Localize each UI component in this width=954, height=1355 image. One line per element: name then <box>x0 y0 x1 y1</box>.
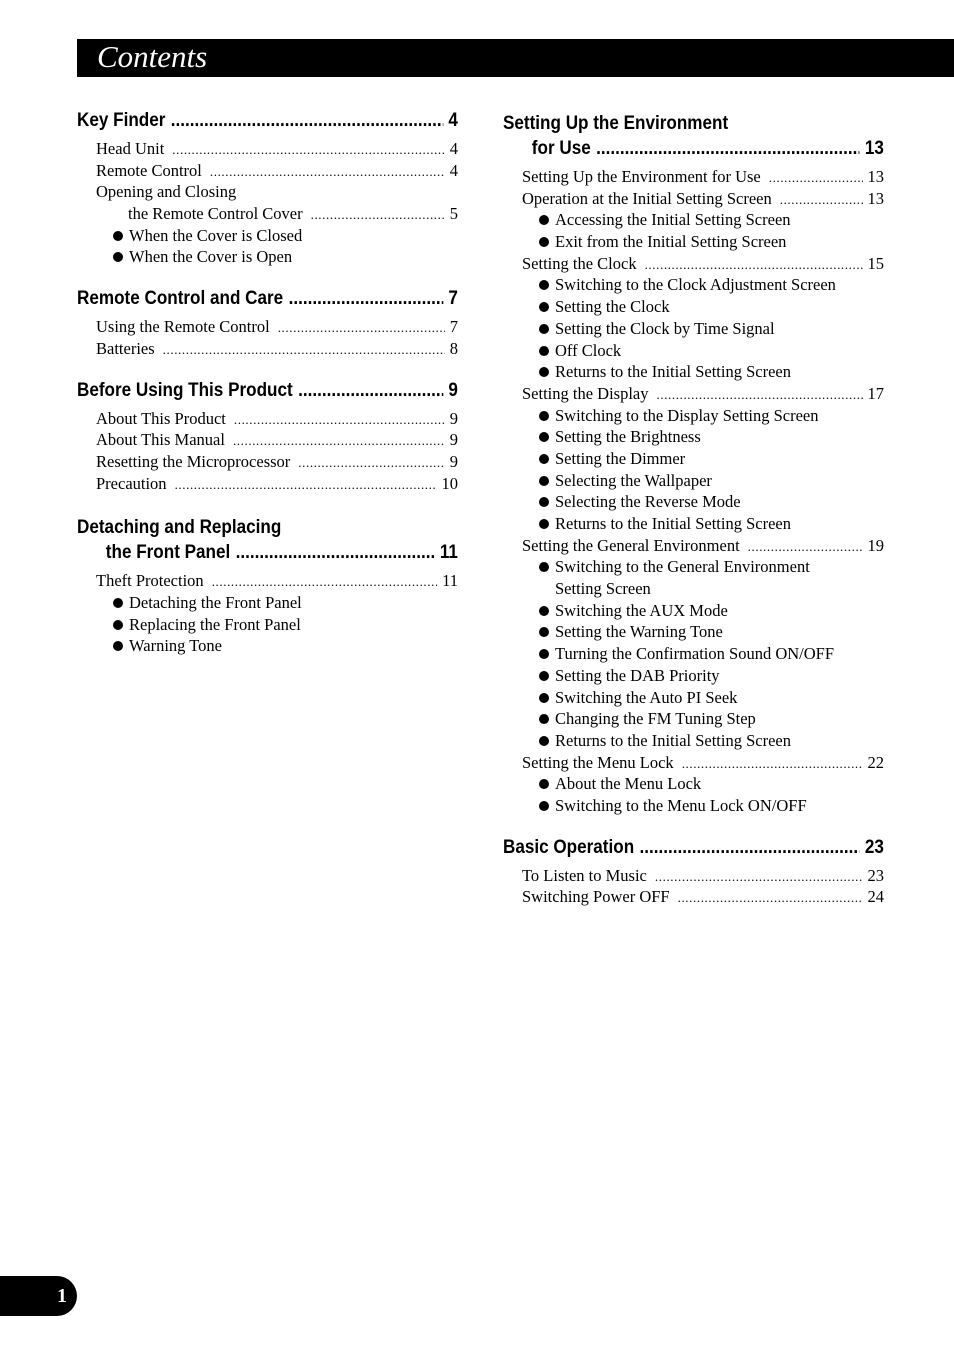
bullet-item <box>503 231 884 253</box>
toc-entry <box>503 166 884 188</box>
bullet-text: Selecting the Wallpaper <box>555 470 712 490</box>
bullet-dot-icon <box>539 693 549 703</box>
section-page: 23 <box>864 836 884 858</box>
bullet-item <box>503 730 884 752</box>
dot-leader <box>236 542 435 564</box>
bullet-item <box>503 318 884 340</box>
dot-leader <box>645 253 863 276</box>
section-heading: Key Finder <box>77 110 166 131</box>
entry-title: Setting the General Environment <box>522 535 740 555</box>
section-heading-row <box>77 542 458 570</box>
entry-page: 15 <box>867 253 884 273</box>
bullet-text: Changing the FM Tuning Step <box>555 709 756 729</box>
entry-title: Remote Control <box>96 160 202 180</box>
bullet-item <box>503 621 884 643</box>
toc-entry <box>503 752 884 774</box>
entry-page: 11 <box>442 571 458 591</box>
entry-page: 13 <box>867 167 884 186</box>
toc-entry <box>77 203 458 225</box>
entry-title: Opening and Closing <box>96 182 237 202</box>
section-page: 7 <box>448 288 458 310</box>
entry-title: the Remote Control Cover <box>128 204 303 224</box>
entry-page: 10 <box>441 473 458 493</box>
bullet-text: Switching the AUX Mode <box>555 600 728 620</box>
entry-title: Using the Remote Control <box>96 317 270 337</box>
entry-page: 5 <box>449 204 458 224</box>
bullet-text: About the Menu Lock <box>555 774 702 794</box>
bullet-item <box>503 556 884 578</box>
dot-leader <box>780 188 863 211</box>
toc-entry <box>503 865 884 887</box>
toc-entry <box>77 408 458 430</box>
bullet-text: Returns to the Initial Setting Screen <box>555 362 791 382</box>
entry-page: 4 <box>449 160 458 180</box>
dot-leader <box>748 535 863 558</box>
bullet-dot-icon <box>539 324 549 334</box>
bullet-dot-icon <box>539 801 549 811</box>
toc-entry <box>503 535 884 557</box>
dot-leader <box>210 160 445 183</box>
toc-entry <box>77 473 458 495</box>
bullet-text: Replacing the Front Panel <box>129 614 301 634</box>
toc-entry <box>77 429 458 451</box>
dot-leader <box>640 837 860 859</box>
bullet-text: When the Cover is Open <box>129 247 293 267</box>
dot-leader <box>769 166 863 189</box>
toc-section <box>77 380 458 495</box>
section-page: 4 <box>448 110 458 131</box>
bullet-text: Switching to the Clock Adjustment Screen <box>555 275 836 295</box>
dot-leader <box>163 338 445 361</box>
bullet-text: When the Cover is Closed <box>129 225 303 245</box>
entry-page: 19 <box>867 535 884 555</box>
bullet-item <box>503 405 884 427</box>
bullet-item <box>503 665 884 687</box>
dot-leader <box>678 886 863 909</box>
dot-leader <box>655 865 863 888</box>
bullet-item <box>503 209 884 231</box>
entry-title: Resetting the Microprocessor <box>96 451 291 471</box>
entry-title: About This Manual <box>96 430 225 450</box>
toc-section <box>503 837 884 908</box>
dot-leader <box>234 408 445 431</box>
bullet-item <box>503 296 884 318</box>
bullet-item <box>503 708 884 730</box>
bullet-dot-icon <box>539 519 549 529</box>
toc-section <box>503 110 884 817</box>
entry-page: 17 <box>867 383 884 403</box>
section-heading-cont: the Front Panel <box>105 542 231 564</box>
page-number-tab <box>0 1276 77 1316</box>
dot-leader <box>682 752 863 775</box>
entry-title: About This Product <box>96 408 226 428</box>
right-column <box>503 110 884 928</box>
page-number: 1 <box>57 1285 67 1307</box>
bullet-item <box>503 340 884 362</box>
bullet-text: Setting the Dimmer <box>555 448 686 468</box>
entry-title: Setting Up the Environment for Use <box>522 167 761 186</box>
bullet-item <box>77 225 458 247</box>
entry-page: 22 <box>867 752 884 772</box>
toc-entry <box>503 253 884 275</box>
section-heading: Setting Up the Environment <box>503 113 729 134</box>
entry-title: Batteries <box>96 338 155 358</box>
bullet-text: Switching to the Menu Lock ON/OFF <box>555 795 807 815</box>
toc-entry <box>77 138 458 160</box>
entry-title: Precaution <box>96 473 167 493</box>
bullet-text: Switching to the General Environment <box>555 557 810 577</box>
bullet-text: Switching to the Display Setting Screen <box>555 405 819 425</box>
bullet-text: Detaching the Front Panel <box>129 592 302 612</box>
toc-entry <box>77 570 458 592</box>
bullet-item <box>503 448 884 470</box>
entry-page: 7 <box>449 317 458 337</box>
dot-leader <box>212 570 437 593</box>
bullet-dot-icon <box>539 671 549 681</box>
bullet-dot-icon <box>539 736 549 746</box>
entry-page: 9 <box>449 408 458 428</box>
toc-entry <box>77 316 458 338</box>
entry-page: 13 <box>867 188 884 208</box>
bullet-dot-icon <box>539 454 549 464</box>
entry-title: Theft Protection <box>96 571 204 591</box>
dot-leader <box>298 380 443 402</box>
entry-title: Operation at the Initial Setting Screen <box>522 188 772 208</box>
section-heading-cont: for Use <box>531 138 591 159</box>
bullet-item <box>503 491 884 513</box>
section-heading: Detaching and Replacing <box>77 517 282 539</box>
section-heading-row <box>77 380 458 408</box>
bullet-text: Setting the Clock by Time Signal <box>555 318 775 338</box>
entry-page: 4 <box>449 139 458 158</box>
bullet-item <box>503 470 884 492</box>
entry-title: Setting the Clock <box>522 253 637 273</box>
bullet-dot-icon <box>539 411 549 421</box>
bullet-dot-icon <box>539 346 549 356</box>
dot-leader <box>657 383 863 406</box>
toc-entry <box>503 188 884 210</box>
bullet-item <box>503 795 884 817</box>
entry-page: 9 <box>449 451 458 471</box>
bullet-text: Returns to the Initial Setting Screen <box>555 514 791 533</box>
bullet-item <box>503 513 884 535</box>
bullet-dot-icon <box>113 598 123 608</box>
section-page: 11 <box>439 542 458 564</box>
bullet-item <box>77 635 458 657</box>
bullet-dot-icon <box>539 476 549 486</box>
entry-title: Setting the Menu Lock <box>522 752 674 772</box>
bullet-text: Setting the DAB Priority <box>555 665 720 685</box>
section-heading: Remote Control and Care <box>77 288 284 310</box>
section-heading: Before Using This Product <box>77 379 293 401</box>
section-heading-row <box>503 837 884 865</box>
bullet-item <box>77 246 458 268</box>
section-page: 9 <box>448 379 458 401</box>
bullet-text: Setting the Brightness <box>555 427 701 447</box>
entry-title: Head Unit <box>96 139 165 158</box>
bullet-item <box>503 643 884 665</box>
entry-title: Switching Power OFF <box>522 887 670 907</box>
bullet-item <box>77 592 458 614</box>
bullet-text: Exit from the Initial Setting Screen <box>555 232 787 252</box>
entry-page: 24 <box>867 887 884 907</box>
bullet-item <box>503 361 884 383</box>
bullet-item <box>503 426 884 448</box>
dot-leader <box>278 316 445 339</box>
section-page: 13 <box>864 138 884 159</box>
entry-title: To Listen to Music <box>522 865 647 885</box>
bullet-text: Setting the Clock <box>555 297 670 317</box>
toc-section <box>77 514 458 657</box>
toc-section <box>77 288 458 359</box>
left-column <box>77 110 458 677</box>
toc-entry <box>503 383 884 405</box>
bullet-text: Selecting the Reverse Mode <box>555 492 741 512</box>
entry-page: 23 <box>867 865 884 885</box>
dot-leader <box>233 429 445 452</box>
bullet-text: Accessing the Initial Setting Screen <box>555 210 791 230</box>
bullet-dot-icon <box>539 606 549 616</box>
dot-leader <box>298 451 444 474</box>
dot-leader <box>175 473 437 496</box>
bullet-text: Off Clock <box>555 340 622 360</box>
bullet-text-cont: Setting Screen <box>555 579 651 599</box>
bullet-item <box>77 614 458 636</box>
dot-leader <box>596 138 859 160</box>
toc-entry <box>77 338 458 360</box>
title-bar <box>77 39 954 77</box>
bullet-item <box>503 274 884 296</box>
bullet-dot-icon <box>113 620 123 630</box>
bullet-text: Turning the Confirmation Sound ON/OFF <box>555 644 835 664</box>
bullet-dot-icon <box>539 237 549 247</box>
toc-entry <box>503 886 884 908</box>
entry-title: Setting the Display <box>522 383 649 403</box>
bullet-text: Returns to the Initial Setting Screen <box>555 730 791 750</box>
dot-leader <box>171 110 443 132</box>
dot-leader <box>172 138 444 161</box>
bullet-item <box>503 687 884 709</box>
toc-section <box>77 110 458 268</box>
bullet-text: Switching the Auto PI Seek <box>555 687 738 707</box>
section-heading: Basic Operation <box>503 836 635 858</box>
section-heading-row <box>77 110 458 138</box>
entry-page: 9 <box>449 430 458 450</box>
page-title: Contents <box>97 39 208 74</box>
bullet-item <box>503 600 884 622</box>
section-heading-row <box>503 138 884 166</box>
bullet-text: Setting the Warning Tone <box>555 622 723 642</box>
dot-leader <box>311 203 445 226</box>
entry-page: 8 <box>449 338 458 358</box>
bullet-dot-icon <box>113 231 123 241</box>
section-heading-row <box>77 288 458 316</box>
bullet-text: Warning Tone <box>129 636 222 656</box>
dot-leader <box>289 288 443 310</box>
toc-entry <box>77 451 458 473</box>
toc-entry <box>77 160 458 182</box>
bullet-item <box>503 773 884 795</box>
